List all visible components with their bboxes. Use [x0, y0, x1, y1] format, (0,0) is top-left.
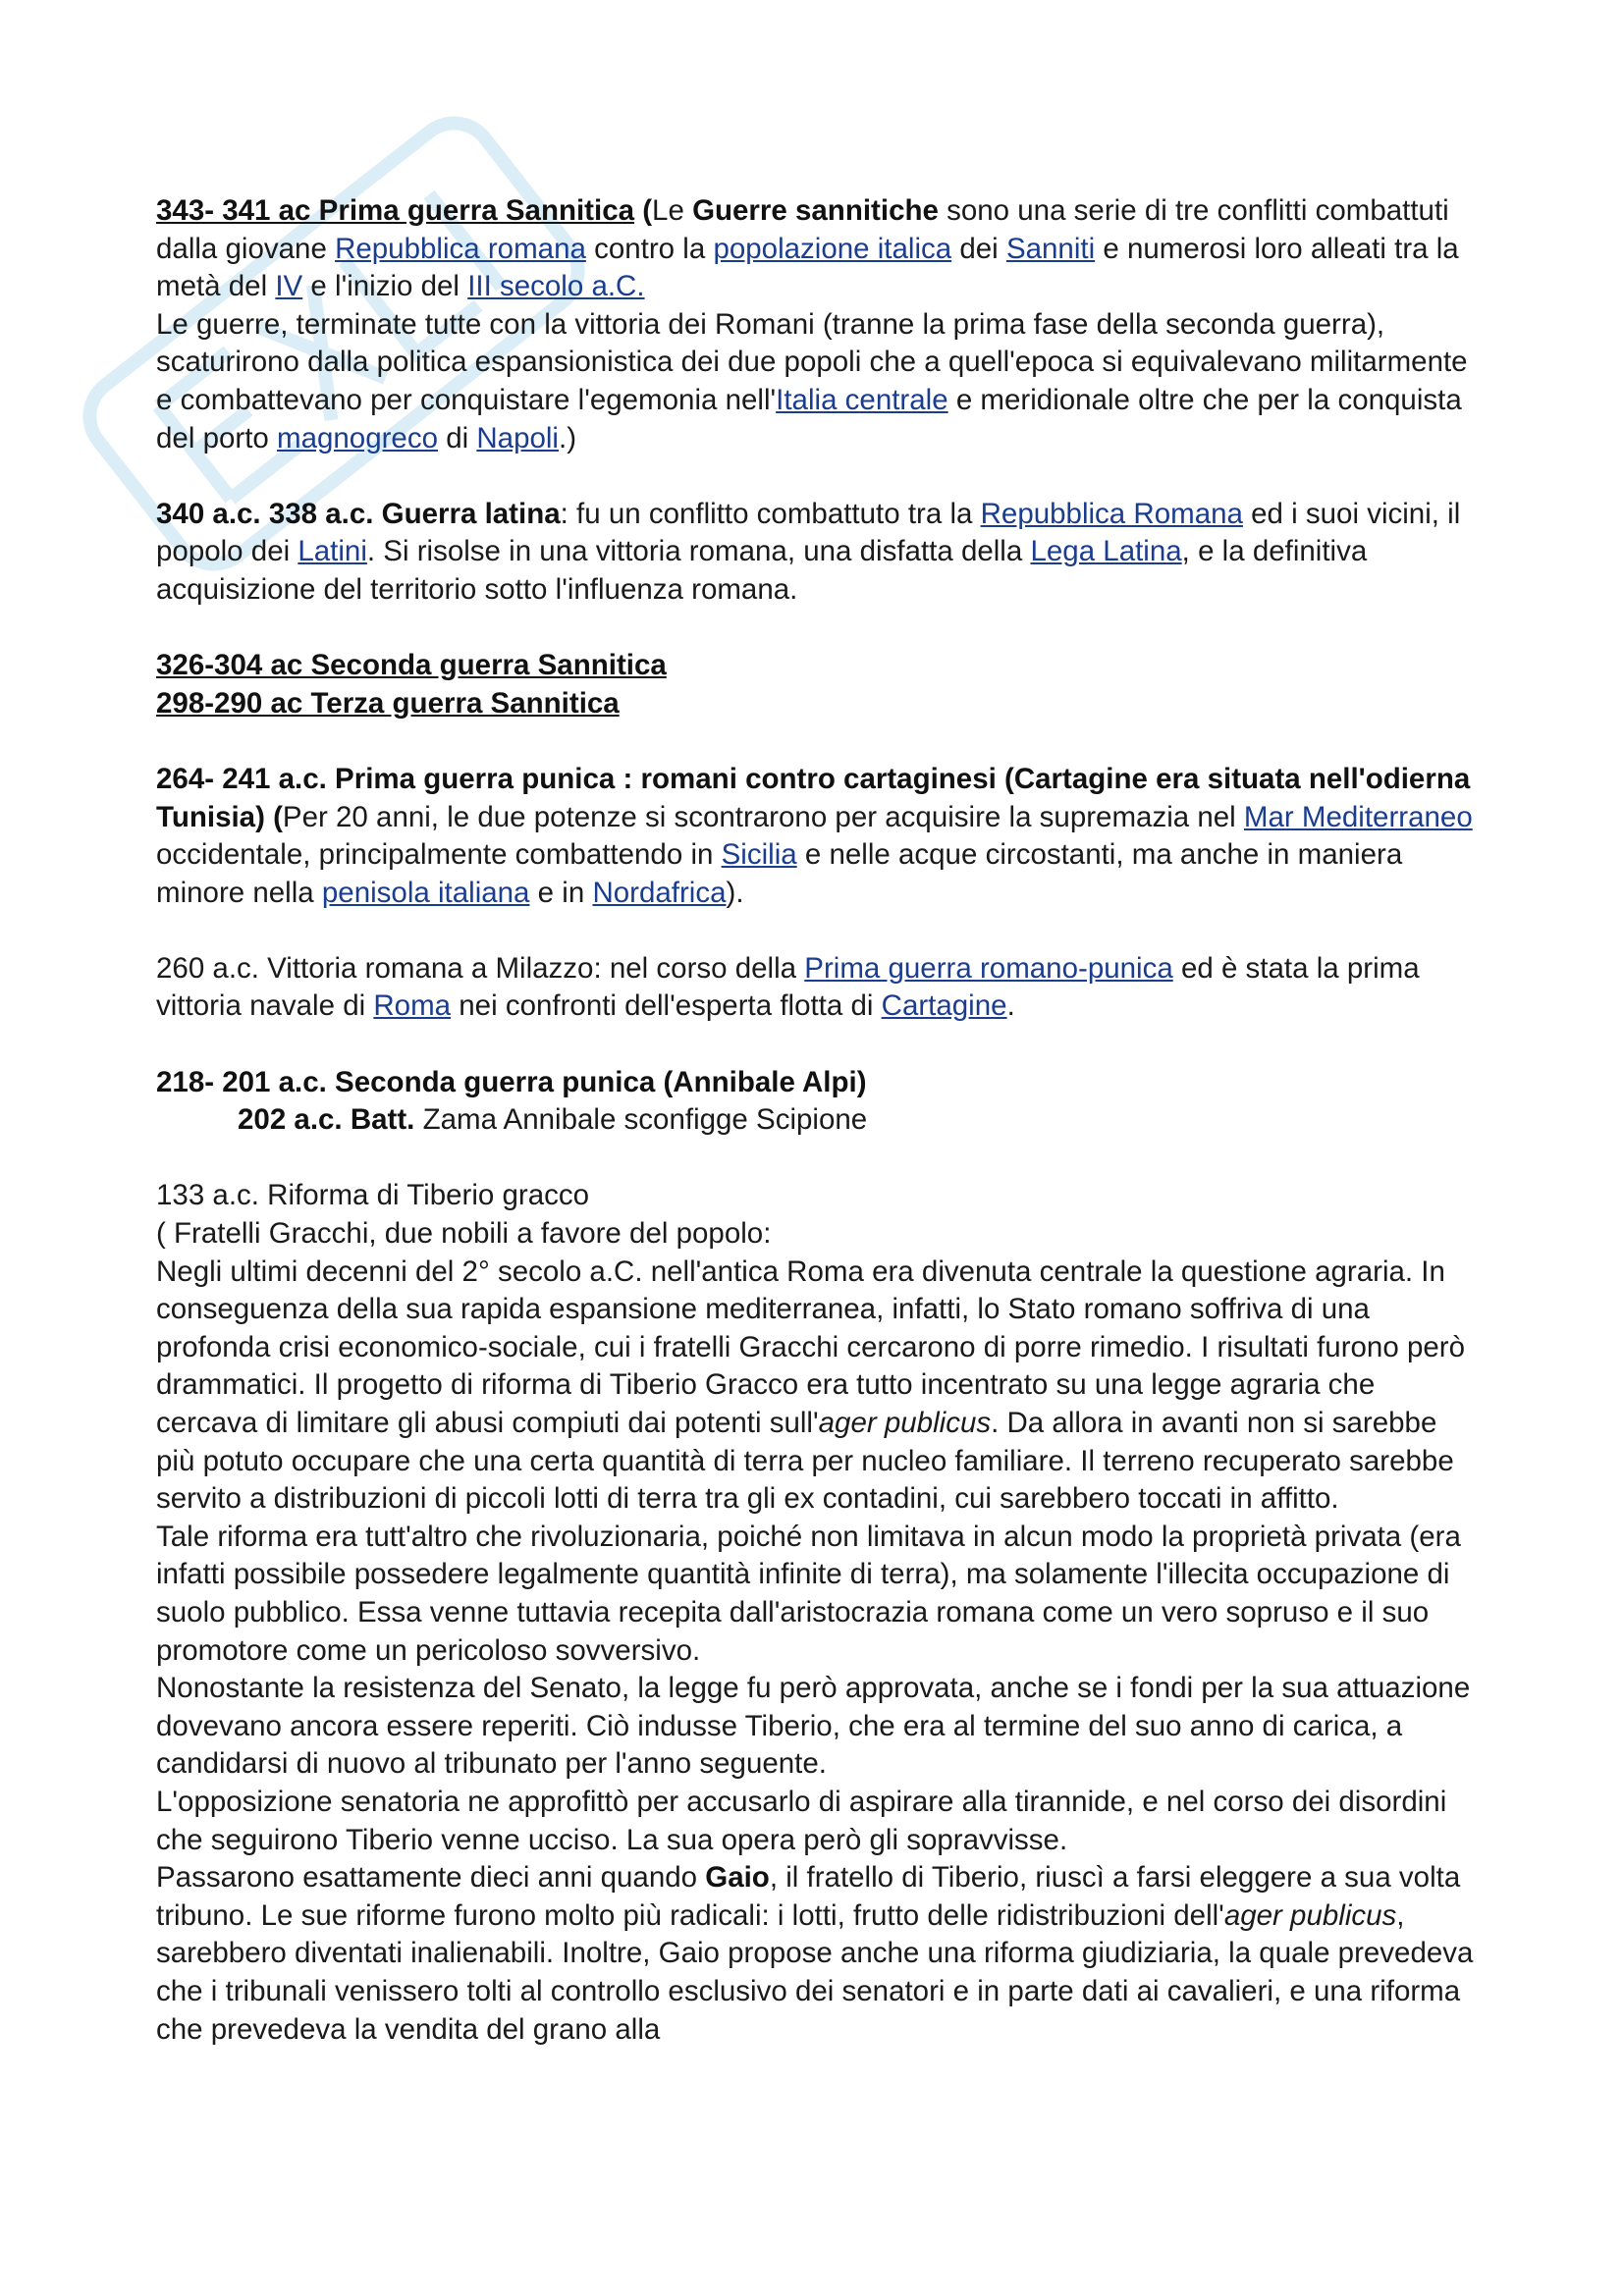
link-magnogreco[interactable]: magnogreco	[277, 421, 438, 454]
link-nordafrica[interactable]: Nordafrica	[592, 876, 727, 909]
text: contro la	[585, 232, 714, 265]
text: Per 20 anni, le due potenze si scontrarono per acquisire la supremazia nel	[282, 800, 1244, 833]
text: ed è stata la prima vittoria navale di	[156, 951, 1420, 1023]
open-paren: (	[634, 194, 653, 227]
text: . Da allora in avanti non si sarebbe più potuto occupare che una certa quantità di terra per nucleo familiare. Il terreno recuperato sarebbe servito a distribuzioni di piccoli lotti di terra tra gli ex contadini, cui sarebbero toccati in affitto.	[156, 1407, 1454, 1516]
link-penisola-italiana[interactable]: penisola italiana	[321, 876, 530, 909]
link-napoli[interactable]: Napoli	[476, 421, 559, 454]
paragraph-seconda-guerra-punica	[156, 1064, 1482, 1140]
text: Negli ultimi decenni del 2° secolo a.C. nell'antica Roma era divenuta centrale la questione agraria. In conseguenza della sua rapida espansione mediterranea, infatti, lo Stato romano soffriva di una profonda crisi economico-sociale, cui i fratelli Gracchi cercarono di porre rimedio. I risultati furono però drammatici. Il progetto di riforma di Tiberio Gracco era tutto incentrato su una legge agraria che cercava di limitare gli abusi compiuti dai potenti sull'	[156, 1255, 1465, 1439]
text: Tale riforma era tutt'altro che rivoluzionaria, poiché non limitava in alcun modo la proprietà privata (era infatti possibile possedere legalmente quantità infinite di terra), ma solamente l'illecita occupazione di suolo pubblico. Essa venne tuttavia recepita dall'aristocrazia romana come un vero sopruso e il suo promotore come un pericoloso sovversivo.	[156, 1520, 1461, 1667]
link-repubblica-romana-2[interactable]: Repubblica Romana	[980, 497, 1243, 530]
text: occidentale, principalmente combattendo in	[156, 838, 722, 872]
link-prima-guerra-romano-punica[interactable]: Prima guerra romano-punica	[804, 951, 1173, 985]
paragraph-gracchi	[156, 1177, 1482, 2049]
text: , il fratello di Tiberio, riuscì a farsi eleggere a sua volta tribuno. Le sue riforme furono molto più radicali: i lotti, frutto delle ridistribuzioni dell'	[156, 1861, 1461, 1932]
text: Passarono esattamente dieci anni quando	[156, 1861, 706, 1895]
text: Le guerre, terminate tutte con la vittoria dei Romani (tranne la prima fase della seconda guerra), scaturirono dalla politica espansionistica dei due popoli che a quell'epoca si equivalevano militarmente e combattevano per conquistare l'egemonia nell'	[156, 307, 1468, 416]
text: Nonostante la resistenza del Senato, la legge fu però approvata, anche se i fondi per la sua attuazione dovevano ancora essere reperiti. Ciò indusse Tiberio, che era al termine del suo anno di carica, a candidarsi di nuovo al tribunato per l'anno seguente.	[156, 1672, 1471, 1781]
paragraph-milazzo	[156, 950, 1482, 1026]
link-mar-mediterraneo[interactable]: Mar Mediterraneo	[1243, 800, 1473, 833]
link-iv[interactable]: IV	[275, 270, 303, 303]
zama-line	[156, 1103, 867, 1136]
text: .)	[559, 421, 577, 454]
text: e meridionale oltre che per la conquista del porto	[156, 383, 1462, 454]
text: , sarebbero diventati inalienabili. Inoltre, Gaio propose anche una riforma giudiziaria, la quale prevedeva che i tribunali venissero tolti al controllo esclusivo dei senatori e in parte dati ai cavalieri, e una riforma che prevedeva la vendita del grano alla	[156, 1898, 1474, 2046]
link-cartagine[interactable]: Cartagine	[881, 989, 1007, 1023]
link-lega-latina[interactable]: Lega Latina	[1030, 535, 1182, 568]
paragraph-guerre-sannitiche	[156, 647, 1482, 722]
text: , e la definitiva acquisizione del territorio sotto l'influenza romana.	[156, 535, 1368, 606]
heading-riforma-tiberio: 133 a.c. Riforma di Tiberio gracco	[156, 1179, 590, 1212]
paragraph-prima-guerra-sannitica	[156, 192, 1482, 457]
bold-term: Guerre sannitiche	[692, 194, 939, 227]
heading-seconda-guerra-punica: 218- 201 a.c. Seconda guerra punica (Annibale Alpi)	[156, 1065, 867, 1098]
bold-term: Gaio	[705, 1861, 770, 1895]
text: L'opposizione senatoria ne approfittò per accusarlo di aspirare alla tirannide, e nel corso dei disordini che seguirono Tiberio venne ucciso. La sua opera però gli sopravvisse.	[156, 1785, 1447, 1856]
text: di	[438, 421, 477, 454]
text: e l'inizio del	[302, 270, 468, 303]
link-roma[interactable]: Roma	[373, 989, 452, 1023]
document-body	[156, 192, 1482, 2049]
link-italia-centrale[interactable]: Italia centrale	[776, 383, 948, 416]
subheading-gracchi: ( Fratelli Gracchi, due nobili a favore del popolo:	[156, 1217, 772, 1251]
link-sanniti[interactable]: Sanniti	[1005, 232, 1096, 265]
text: Le	[652, 194, 693, 227]
heading-seconda-guerra: 326-304 ac Seconda guerra Sannitica	[156, 649, 667, 682]
link-sicilia[interactable]: Sicilia	[721, 838, 797, 872]
paragraph-prima-guerra-punica	[156, 761, 1482, 912]
heading-date: 343- 341 ac Prima guerra Sannitica	[156, 194, 635, 227]
text: e in	[529, 876, 593, 909]
paragraph-guerra-latina	[156, 496, 1482, 610]
text: e numerosi loro alleati tra la metà del	[156, 232, 1459, 303]
text: dei	[951, 232, 1006, 265]
italic-term: ager publicus	[818, 1407, 992, 1439]
link-popolazione-italica[interactable]: popolazione italica	[713, 232, 952, 265]
text: ).	[726, 876, 744, 909]
text: nei confronti dell'esperta flotta di	[451, 989, 882, 1023]
link-repubblica-romana[interactable]: Repubblica romana	[335, 232, 586, 265]
heading-terza-guerra: 298-290 ac Terza guerra Sannitica	[156, 686, 620, 720]
text: sono una serie di tre conflitti combattuti dalla giovane	[156, 194, 1449, 265]
text: . Si risolse in una vittoria romana, una disfatta della	[366, 535, 1031, 568]
link-latini[interactable]: Latini	[298, 535, 367, 568]
italic-term: ager publicus	[1223, 1898, 1397, 1932]
text: e nelle acque circostanti, ma anche in maniera minore nella	[156, 838, 1403, 909]
text: ed i suoi vicini, il popolo dei	[156, 497, 1461, 568]
text: : fu un conflitto combattuto tra la	[560, 497, 981, 530]
heading-date: 340 a.c. 338 a.c. Guerra latina	[156, 497, 561, 530]
text: Zama Annibale sconfigge Scipione	[414, 1103, 868, 1137]
text: .	[1006, 989, 1015, 1023]
text: 260 a.c. Vittoria romana a Milazzo: nel corso della	[156, 951, 805, 985]
link-iii-secolo[interactable]: III secolo a.C.	[467, 270, 645, 303]
bold-date: 202 a.c. Batt.	[238, 1103, 415, 1137]
heading-date: 264- 241 a.c. Prima guerra punica : romani contro cartaginesi (Cartagine era situata nell'odierna Tunisia) (	[156, 762, 1471, 833]
